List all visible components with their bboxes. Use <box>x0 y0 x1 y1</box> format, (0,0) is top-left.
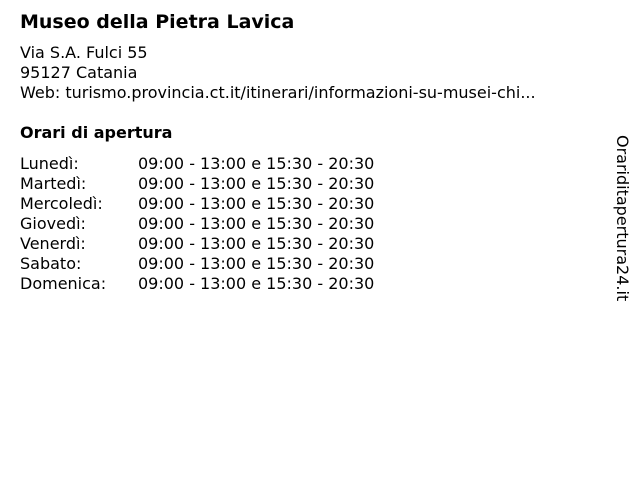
address-city: 95127 Catania <box>20 63 138 82</box>
time-range: 09:00 - 13:00 e 15:30 - 20:30 <box>138 274 375 293</box>
venue-title: Museo della Pietra Lavica <box>20 11 295 33</box>
day-label: Domenica: <box>20 274 107 293</box>
day-label: Sabato: <box>20 254 82 273</box>
day-label: Giovedì: <box>20 214 86 233</box>
opening-hours-heading: Orari di apertura <box>20 123 173 142</box>
day-label: Martedì: <box>20 174 87 193</box>
day-label: Lunedì: <box>20 154 79 173</box>
time-range: 09:00 - 13:00 e 15:30 - 20:30 <box>138 214 375 233</box>
day-label: Mercoledì: <box>20 194 103 213</box>
site-watermark <box>612 135 632 310</box>
address-block <box>20 43 536 103</box>
watermark-text: Orariditapertura24.it <box>613 135 632 302</box>
day-label: Venerdì: <box>20 234 86 253</box>
time-range: 09:00 - 13:00 e 15:30 - 20:30 <box>138 234 375 253</box>
time-range: 09:00 - 13:00 e 15:30 - 20:30 <box>138 194 375 213</box>
web-link[interactable]: Web: turismo.provincia.ct.it/itinerari/informazioni-su-musei-chi... <box>20 83 536 102</box>
address-street: Via S.A. Fulci 55 <box>20 43 148 62</box>
time-range: 09:00 - 13:00 e 15:30 - 20:30 <box>138 254 375 273</box>
time-range: 09:00 - 13:00 e 15:30 - 20:30 <box>138 174 375 193</box>
time-range: 09:00 - 13:00 e 15:30 - 20:30 <box>138 154 375 173</box>
